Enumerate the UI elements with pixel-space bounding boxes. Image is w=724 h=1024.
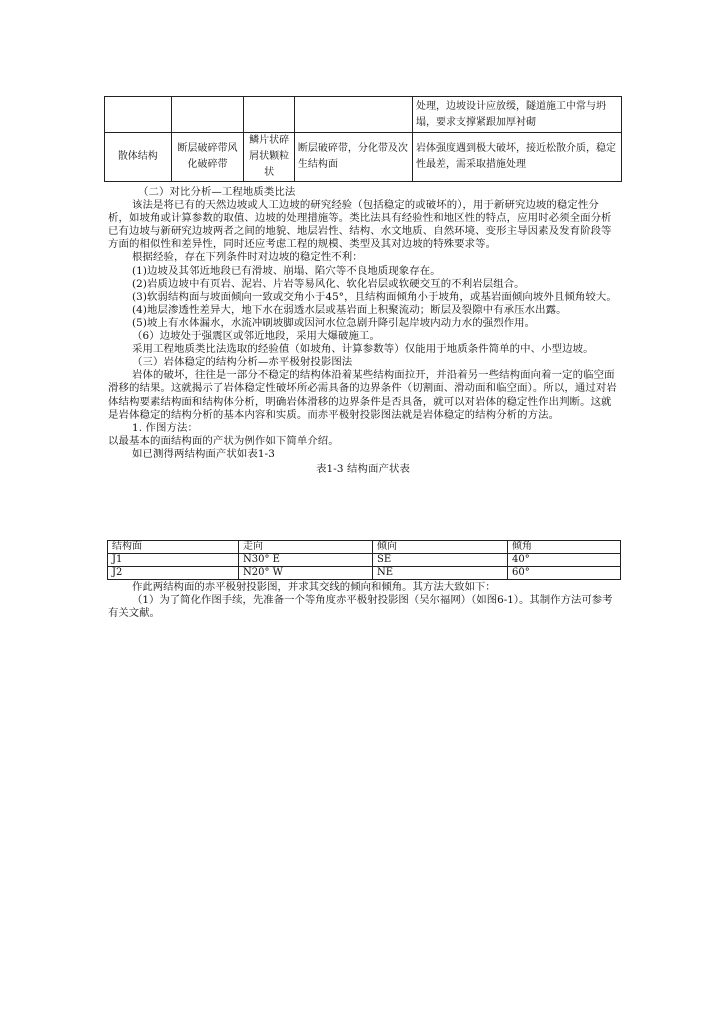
table-row xyxy=(105,133,622,182)
structure-plane-table xyxy=(107,540,621,580)
rock-structure-table xyxy=(104,96,622,182)
paragraph: 岩体的破坏，往往是一部分不稳定的结构体沿着某些结构面拉开，并沿着另一些结构面向着一定的临空面滑移的结果。这就揭示了岩体稳定性破坏所必需具备的边界条件（切割面、滑动面和临空面）。所以，通过对岩体结构要素结构面和结构体分析，明确岩体滑移的边界条件是否具备，就可以对岩体的稳定性作出判断。这就是岩体稳定的结构分析的基本内容和实质。而赤平极射投影图法就是岩体稳定的结构分析的方法。 xyxy=(108,369,617,421)
table-cell: N20° W xyxy=(239,567,373,580)
list-item: (1)边坡及其邻近地段已有滑坡、崩塌、陷穴等不良地质现象存在。 xyxy=(132,264,441,277)
section-heading: （二）对比分析—工程地质类比法 xyxy=(138,186,296,198)
list-item: (2)岩质边坡中有页岩、泥岩、片岩等易风化、软化岩层或软硬交互的不利岩层组合。 xyxy=(132,277,525,290)
column-header: 倾角 xyxy=(508,541,621,554)
table-caption: 表1-3 结构面产状表 xyxy=(316,462,410,475)
table-cell: J2 xyxy=(108,567,239,580)
table-row xyxy=(108,567,621,580)
table-cell: 40° xyxy=(508,554,621,567)
paragraph: 如已测得两结构面产状如表1-3 xyxy=(132,447,275,460)
table-cell xyxy=(294,97,412,133)
closing-text xyxy=(108,581,618,620)
column-header: 倾向 xyxy=(373,541,508,554)
table-cell: 岩体强度遇到极大破坏，接近松散介质，稳定性最差，需采取措施处理 xyxy=(412,133,621,182)
table-cell: SE xyxy=(373,554,508,567)
column-header: 结构面 xyxy=(108,541,239,554)
table-cell xyxy=(171,97,244,133)
table-cell: NE xyxy=(373,567,508,580)
table-cell: J1 xyxy=(108,554,239,567)
table-cell: 60° xyxy=(508,567,621,580)
paragraph: 以最基本的面结构面的产状为例作如下简单介绍。 xyxy=(108,434,339,447)
table-cell xyxy=(244,97,294,133)
section-heading: （三）岩体稳定的结构分析—赤平极射投影图法 xyxy=(132,356,353,369)
paragraph: 作此两结构面的赤平极射投影图，并求其交线的倾向和倾角。其方法大致如下： xyxy=(132,581,496,593)
list-item: (4)地层渗透性差异大，地下水在弱透水层或基岩面上积聚流动；断层及裂隙中有承压水出露。 xyxy=(132,303,567,316)
paragraph: 该法是将已有的天然边坡或人工边坡的研究经验（包括稳定的或破坏的），用于新研究边坡的稳定性分析，如坡角或计算参数的取值、边坡的处理措施等。类比法具有经验性和地区性的特点，应用时必须全面分析已有边坡与新研究边坡两者之间的地貌、地层岩性、结构、水文地质、自然环境、变形主导因素及发育阶段等方面的相似性和差异性，同时还应考虑工程的规模、类型及其对边坡的特殊要求等。 xyxy=(108,199,612,251)
table-cell: N30° E xyxy=(239,554,373,567)
table-cell: 断层破碎带，分化带及次生结构面 xyxy=(294,133,412,182)
paragraph: 根据经验，存在下列条件时对边坡的稳定性不利： xyxy=(132,251,363,264)
paragraph: 1. 作图方法： xyxy=(132,421,198,434)
paragraph: 采用工程地质类比法选取的经验值（如坡角、计算参数等）仅能用于地质条件简单的中、小型边坡。 xyxy=(132,343,594,356)
body-text xyxy=(108,186,618,478)
table-cell: 散体结构 xyxy=(105,133,172,182)
paragraph: （1）为了简化作图手续，先准备一个等角度赤平极射投影图（吴尔福网）（如图6-1）。其制作方法可参考有关文献。 xyxy=(108,594,613,620)
table-row xyxy=(105,97,622,133)
table-cell xyxy=(105,97,172,133)
table-row xyxy=(108,554,621,567)
list-item: (3)软弱结构面与坡面倾向一致或交角小于45°，且结构面倾角小于坡角，或基岩面倾向坡外且倾角较大。 xyxy=(132,290,617,303)
table-header-row xyxy=(108,541,621,554)
table-cell: 鳞片状碎屑状颗粒状 xyxy=(244,133,294,182)
column-header: 走向 xyxy=(239,541,373,554)
list-item: （6）边坡处于强震区或邻近地段，采用大爆破施工。 xyxy=(132,330,380,343)
list-item: (5)坡上有水体漏水，水流冲刷坡脚或因河水位急剧升降引起岸坡内动力水的强烈作用。 xyxy=(132,316,536,329)
table-cell: 处理，边坡设计应放缓，隧道施工中常与坍塌，要求支撑紧跟加厚衬砌 xyxy=(412,97,621,133)
table-cell: 断层破碎带风化破碎带 xyxy=(171,133,244,182)
